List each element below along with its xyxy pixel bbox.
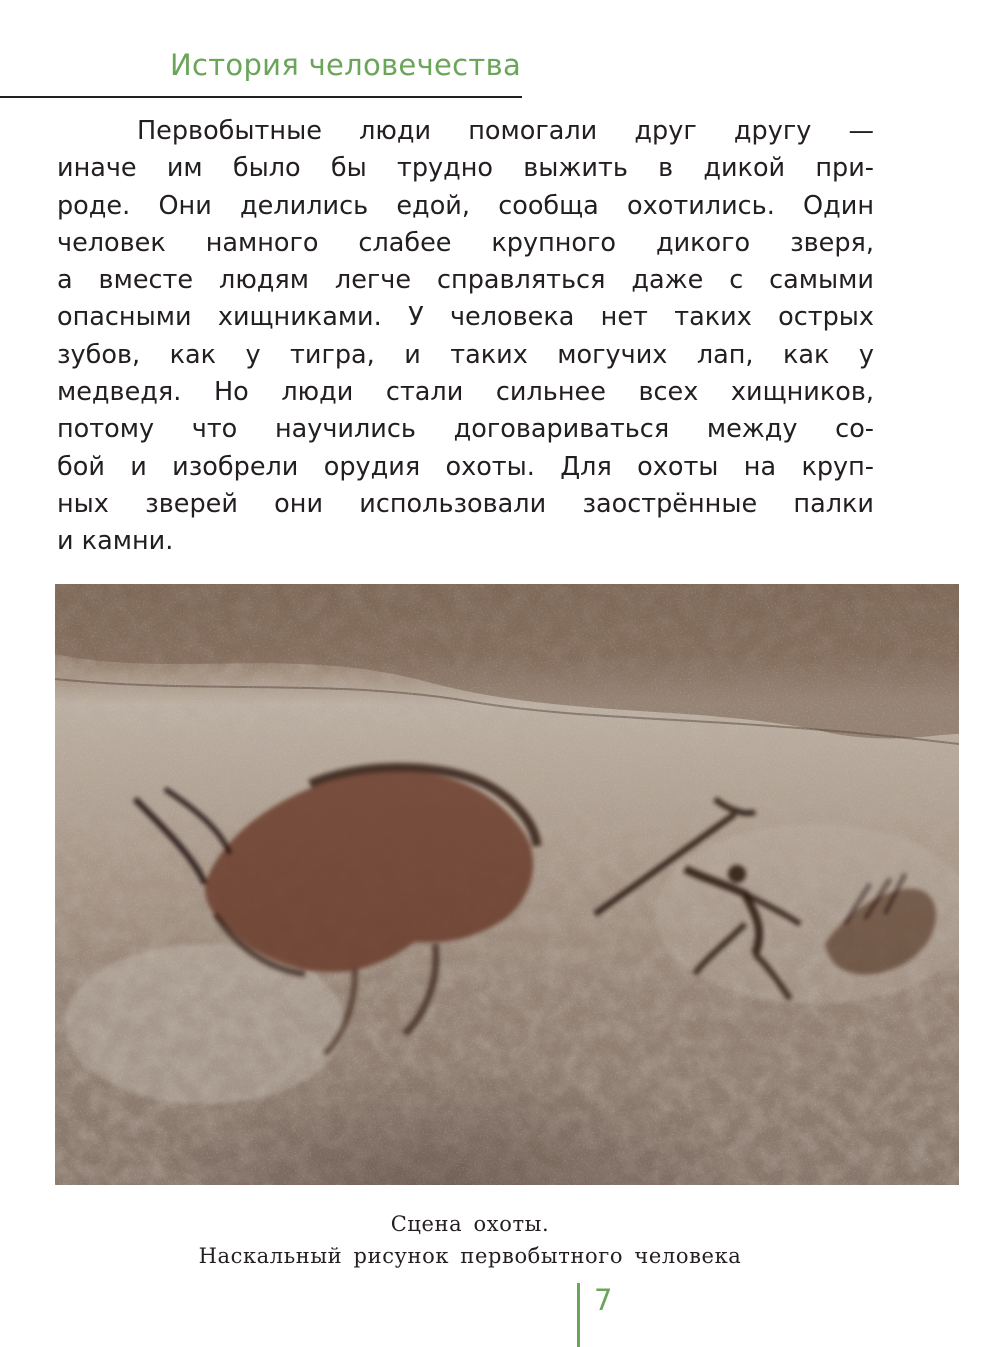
paragraph-line: опасными хищниками. У человека нет таких острых <box>57 302 874 333</box>
paragraph-line: иначе им было бы трудно выжить в дикой при- <box>57 153 874 184</box>
paragraph-line: зубов, как у тигра, и таких могучих лап, как у <box>57 339 874 370</box>
paragraph-line: бой и изобрели орудия охоты. Для охоты на круп- <box>57 451 874 482</box>
title-rule <box>0 96 522 98</box>
caption-line-1: Сцена охоты. <box>390 1212 550 1236</box>
paragraph-line: человек намного слабее крупного дикого зверя, <box>57 227 874 258</box>
body-paragraph <box>57 113 874 561</box>
figure-caption <box>0 1208 1000 1272</box>
page-number: 7 <box>594 1283 613 1317</box>
cave-painting-illustration <box>55 584 959 1185</box>
page-number-rule <box>577 1283 580 1347</box>
paragraph-line: а вместе людям легче справляться даже с самыми <box>57 265 874 296</box>
paragraph-line: потому что научились договариваться между со- <box>57 414 874 445</box>
caption-line-2: Наскальный рисунок первобытного человека <box>198 1244 742 1268</box>
paragraph-line: и камни. <box>57 526 174 557</box>
paragraph-line: медведя. Но люди стали сильнее всех хищников, <box>57 377 874 408</box>
paragraph-line: роде. Они делились едой, сообща охотились. Один <box>57 190 874 221</box>
cave-painting-photo <box>55 584 959 1185</box>
section-title: История человечества <box>170 48 522 82</box>
paragraph-line: Первобытные люди помогали друг другу — <box>137 116 874 146</box>
paragraph-line: ных зверей они использовали заострённые палки <box>57 488 874 519</box>
